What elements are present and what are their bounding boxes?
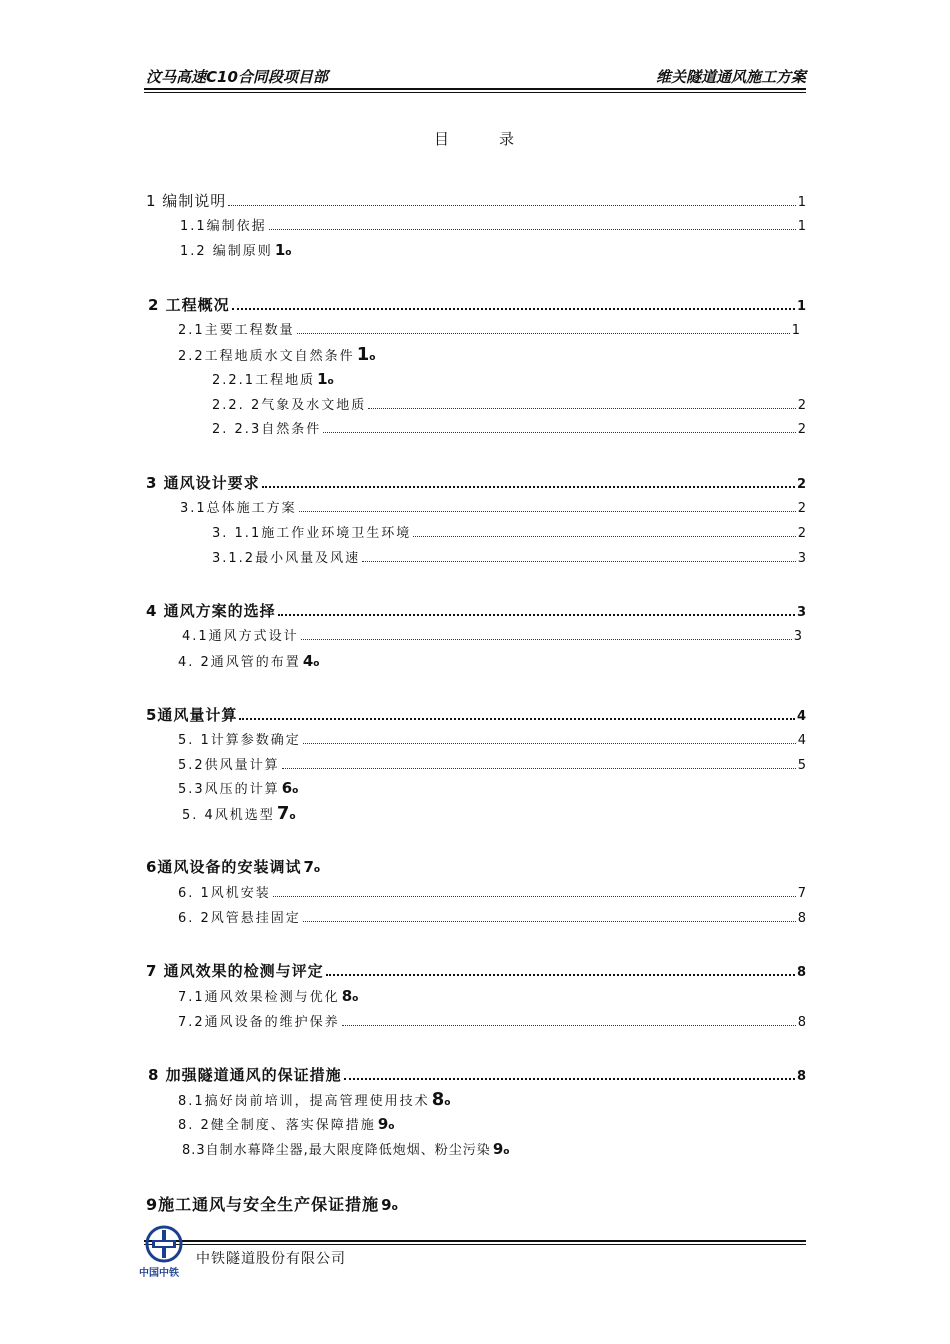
toc-entry[interactable]: 2.2. 2气象及水文地质 2 — [212, 398, 806, 413]
toc-entry[interactable]: 3.1总体施工方案 2 — [180, 501, 806, 516]
toc-entry[interactable]: 5. 1计算参数确定 4 — [178, 733, 806, 748]
toc-entry[interactable]: 9施工通风与安全生产保证措施 9o — [146, 1195, 398, 1214]
toc-entry[interactable]: 4.1通风方式设计 3 — [182, 629, 802, 644]
toc-entry[interactable]: 8. 2健全制度、落实保障措施 9o — [178, 1115, 395, 1133]
header-doc-title: 维关隧道通风施工方案 — [655, 68, 806, 86]
toc-entry[interactable]: 5. 4风机选型 7o — [182, 803, 296, 824]
header-rule-thin — [144, 92, 806, 93]
toc-entry[interactable]: 2.2.1工程地质 1o — [212, 370, 334, 388]
toc-entry[interactable]: 7.1通风效果检测与优化 8o — [178, 987, 359, 1005]
toc-entry[interactable]: 3.1.2最小风量及风速 3 — [212, 551, 806, 566]
toc-entry[interactable]: 2.2工程地质水文自然条件 1o — [178, 344, 376, 365]
footer-company: 中铁隧道股份有限公司 — [196, 1251, 346, 1267]
toc-entry[interactable]: 2.1主要工程数量 1 — [178, 323, 800, 338]
toc-entry[interactable]: 3 通风设计要求 2 — [146, 474, 806, 492]
toc-title: 目 录 — [433, 130, 517, 148]
toc-entry[interactable]: 6通风设备的安装调试 7o — [146, 858, 321, 876]
toc-entry[interactable]: 7.2通风设备的维护保养 8 — [178, 1015, 806, 1030]
toc-entry[interactable]: 4 通风方案的选择 3 — [146, 602, 806, 620]
header-rule — [144, 88, 806, 90]
toc-entry[interactable]: 7 通风效果的检测与评定 8 — [146, 962, 806, 980]
toc-entry[interactable]: 6. 1风机安装 7 — [178, 886, 806, 901]
toc-entry[interactable]: 6. 2风管悬挂固定 8 — [178, 911, 806, 926]
footer-brand: 中国中铁 — [139, 1268, 179, 1279]
toc-entry[interactable]: 8.1搞好岗前培训，提高管理使用技术 8o — [178, 1089, 451, 1110]
footer-rule-thin — [144, 1244, 806, 1245]
toc-entry[interactable]: 5通风量计算 4 — [146, 706, 806, 724]
toc-entry[interactable]: 5.3风压的计算 6o — [178, 779, 299, 797]
toc-entry[interactable]: 2. 2.3自然条件 2 — [212, 422, 806, 437]
toc-entry[interactable]: 8 加强隧道通风的保证措施 8 — [148, 1066, 806, 1084]
toc-entry[interactable]: 1.1编制依据 1 — [180, 219, 806, 234]
toc-entry[interactable]: 1 编制说明 1 — [146, 192, 806, 210]
footer-rule — [144, 1240, 806, 1242]
toc-entry[interactable]: 8.3自制水幕降尘器,最大限度降低炮烟、粉尘污染 9o — [182, 1140, 510, 1158]
crec-logo-icon — [144, 1224, 184, 1264]
toc-entry[interactable]: 5.2供风量计算 5 — [178, 758, 806, 773]
toc-entry[interactable]: 1.2 编制原则 1o — [180, 241, 292, 259]
toc-entry[interactable]: 4. 2通风管的布置 4o — [178, 652, 320, 670]
toc-entry[interactable]: 3. 1.1施工作业环境卫生环境 2 — [212, 526, 806, 541]
toc-entry[interactable]: 2 工程概况 1 — [148, 296, 806, 314]
header-project: 汶马高速C10合同段项目部 — [146, 68, 328, 86]
